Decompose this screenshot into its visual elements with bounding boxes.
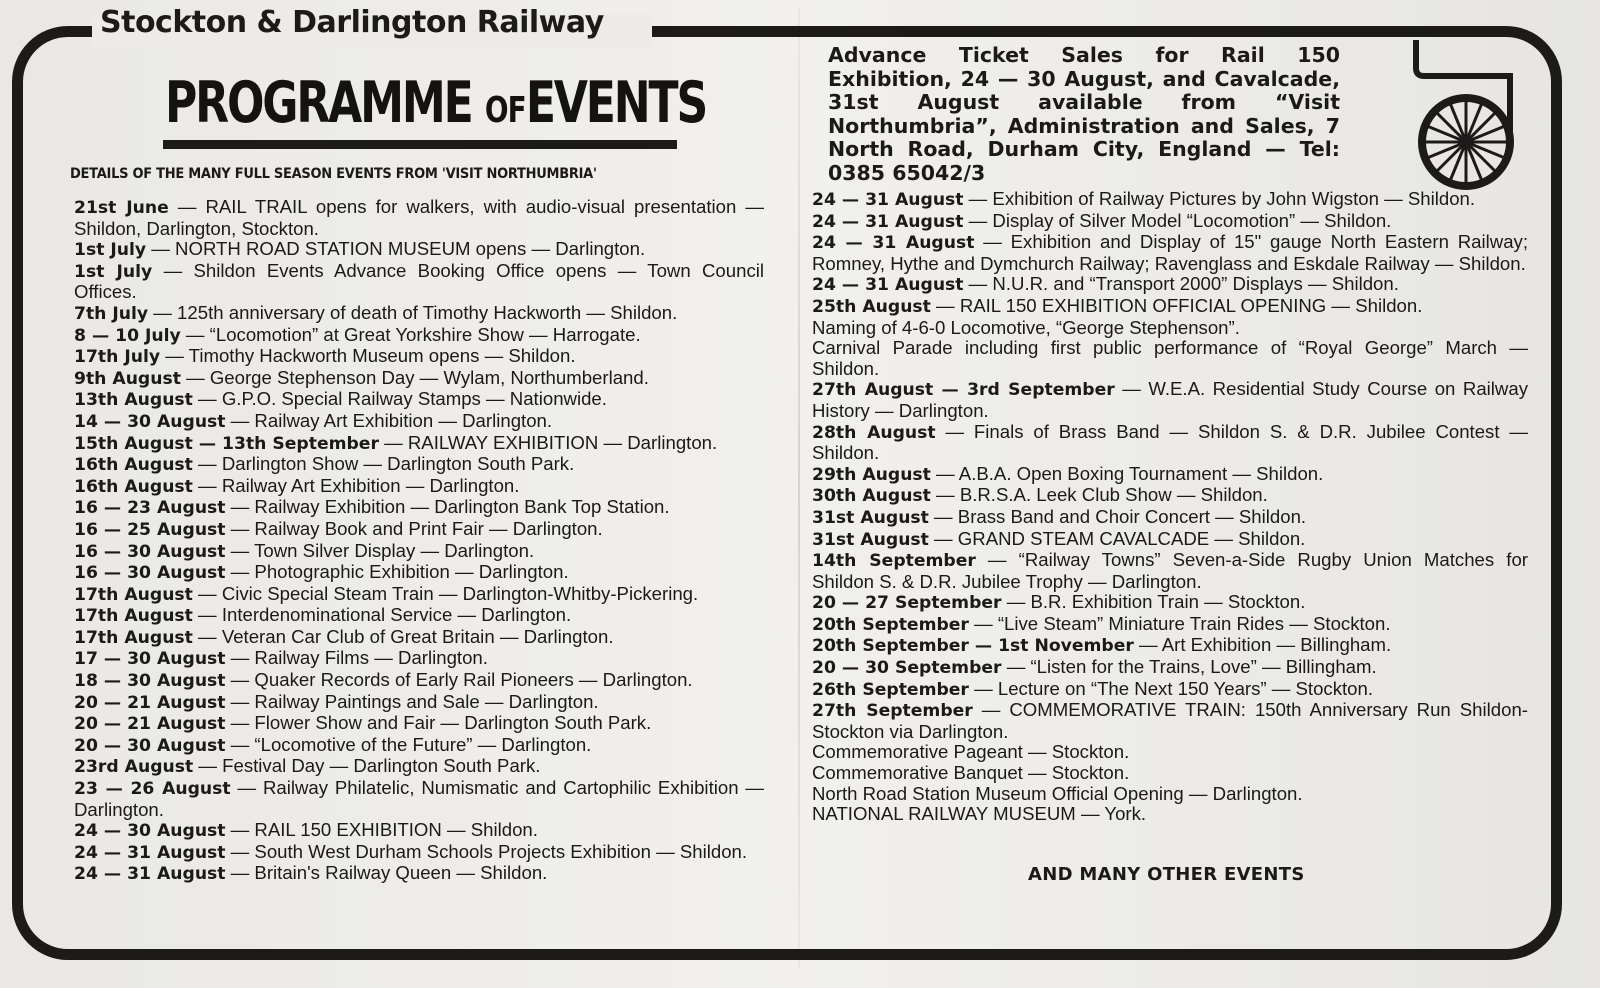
event-entry: [74, 562, 764, 584]
event-entry: [74, 605, 764, 627]
event-text: — Art Exhibition — Billingham.: [1133, 634, 1392, 656]
event-date: 17th July: [74, 347, 161, 368]
event-entry: [74, 648, 764, 670]
event-date: 14th September: [812, 551, 976, 572]
event-date: 17th August: [74, 584, 193, 605]
event-text: — Interdenominational Service — Darlington.: [192, 604, 572, 626]
event-date: 25th August: [812, 296, 931, 317]
event-entry: [74, 519, 764, 541]
event-date: 13th August: [74, 390, 193, 411]
event-date: 23rd August: [74, 757, 194, 778]
event-date: 9th August: [74, 368, 181, 389]
event-text: — A.B.A. Open Boxing Tournament — Shildon.: [930, 462, 1324, 484]
event-text: — “Locomotion” at Great Yorkshire Show — Harrogate.: [180, 323, 641, 345]
event-date: 24 — 31 August: [74, 842, 226, 863]
subtitle: DETAILS OF THE MANY FULL SEASON EVENTS FROM 'VISIT NORTHUMBRIA': [70, 166, 597, 182]
event-entry: [74, 197, 764, 239]
event-date: 8 — 10 July: [74, 325, 181, 346]
event-entry: [812, 679, 1528, 701]
event-date: 21st June: [74, 198, 169, 218]
event-entry: [74, 476, 764, 498]
event-text: — South West Durham Schools Projects Exhibition — Shildon.: [225, 840, 748, 862]
event-text: — Britain's Railway Queen — Shildon.: [225, 862, 548, 884]
event-text: — Railway Paintings and Sale — Darlington.: [225, 690, 599, 712]
event-entry: [812, 635, 1528, 657]
event-date: 27th September: [812, 701, 973, 722]
event-date: 17th August: [74, 606, 193, 627]
event-entry: [812, 318, 1528, 339]
event-date: 16 — 30 August: [74, 541, 226, 562]
event-date: 24 — 31 August: [812, 211, 964, 232]
event-date: 17 — 30 August: [74, 649, 226, 670]
event-text: — Railway Art Exhibition — Darlington.: [192, 474, 520, 496]
left-event-list: [74, 197, 764, 885]
event-entry: [74, 670, 764, 692]
event-text: — Display of Silver Model “Locomotion” — Shildon.: [963, 209, 1392, 231]
event-text: — Flower Show and Fair — Darlington South Park.: [225, 712, 652, 734]
advance-ticket-notice: Advance Ticket Sales for Rail 150 Exhibition, 24 — 30 August, and Cavalcade, 31st August available from “Visit Northumbria”, Administration and Sales, 7 North Road, Durham City, England — Tel: 0385 65042/3: [828, 43, 1340, 185]
event-entry: [74, 756, 764, 778]
event-text: Commemorative Banquet — Stockton.: [812, 762, 1130, 784]
event-text: — Exhibition and Display of 15" gauge North Eastern Railway; Romney, Hythe and Dymchurch Railway; Ravenglass and Eskdale Railway — Shildon.: [812, 231, 1528, 274]
event-entry: [812, 763, 1528, 784]
event-entry: [74, 261, 764, 303]
event-text: — Brass Band and Choir Concert — Shildon.: [928, 505, 1307, 527]
title-word-events: EVENTS: [525, 70, 707, 136]
event-text: — Civic Special Steam Train — Darlington-Whitby-Pickering.: [192, 582, 699, 604]
event-text: NATIONAL RAILWAY MUSEUM — York.: [812, 803, 1147, 825]
event-entry: [812, 804, 1528, 825]
event-entry: [74, 541, 764, 563]
event-text: — Railway Art Exhibition — Darlington.: [225, 409, 553, 431]
event-date: 1st July: [74, 240, 147, 261]
event-date: 24 — 31 August: [812, 275, 964, 296]
event-date: 24 — 31 August: [812, 233, 975, 254]
event-date: 29th August: [812, 464, 931, 485]
event-text: — COMMEMORATIVE TRAIN: 150th Anniversary Run Shildon-Stockton via Darlington.: [812, 699, 1528, 742]
event-date: 24 — 31 August: [812, 190, 964, 210]
event-date: 7th July: [74, 303, 149, 324]
event-entry: [812, 742, 1528, 763]
event-date: 27th August — 3rd September: [812, 380, 1115, 401]
event-date: 16th August: [74, 455, 193, 476]
right-event-list: [812, 189, 1528, 825]
event-date: 20 — 30 August: [74, 735, 226, 756]
event-entry: [74, 863, 764, 885]
event-text: — Lecture on “The Next 150 Years” — Stockton.: [968, 677, 1374, 699]
event-entry: [812, 211, 1528, 233]
event-text: — G.P.O. Special Railway Stamps — Nationwide.: [192, 388, 607, 410]
event-text: Carnival Parade including first public performance of “Royal George” March — Shildon.: [812, 337, 1528, 379]
event-date: 28th August: [812, 422, 936, 443]
event-entry: [74, 303, 764, 325]
event-entry: [812, 379, 1528, 421]
event-text: — B.R.S.A. Leek Club Show — Shildon.: [930, 484, 1268, 506]
event-text: — 125th anniversary of death of Timothy Hackworth — Shildon.: [148, 301, 678, 323]
event-text: — Finals of Brass Band — Shildon S. & D.R. Jubilee Contest — Shildon.: [812, 420, 1528, 464]
event-date: 14 — 30 August: [74, 411, 226, 432]
event-entry: [812, 529, 1528, 551]
event-entry: [812, 592, 1528, 614]
event-text: — Festival Day — Darlington South Park.: [193, 755, 541, 777]
event-text: — Railway Philatelic, Numismatic and Cartophilic Exhibition — Darlington.: [74, 777, 765, 820]
event-text: — RAIL 150 EXHIBITION — Shildon.: [225, 819, 538, 841]
event-entry: [812, 464, 1528, 486]
event-entry: [812, 784, 1528, 805]
event-text: — W.E.A. Residential Study Course on Railway History — Darlington.: [812, 378, 1528, 421]
event-text: — GRAND STEAM CAVALCADE — Shildon.: [928, 527, 1306, 549]
event-entry: [74, 497, 764, 519]
event-date: 26th September: [812, 679, 969, 700]
event-date: 20 — 21 August: [74, 692, 226, 713]
event-date: 24 — 30 August: [74, 821, 226, 842]
event-date: 23 — 26 August: [74, 779, 231, 800]
event-date: 1st July: [74, 261, 153, 282]
event-text: — Railway Films — Darlington.: [225, 647, 488, 669]
event-entry: [812, 232, 1528, 274]
event-entry: [812, 296, 1528, 318]
event-entry: [812, 422, 1528, 464]
event-date: 20th September: [812, 614, 969, 635]
event-date: 20 — 27 September: [812, 593, 1002, 614]
event-entry: [812, 274, 1528, 296]
event-entry: [812, 614, 1528, 636]
title-underline: [163, 140, 677, 149]
event-text: — Veteran Car Club of Great Britain — Darlington.: [192, 625, 614, 647]
event-text: — Darlington Show — Darlington South Park.: [192, 453, 575, 475]
event-entry: [812, 550, 1528, 592]
event-text: — RAILWAY EXHIBITION — Darlington.: [378, 431, 718, 453]
page-title: [165, 72, 706, 142]
event-text: — “Railway Towns” Seven-a-Side Rugby Union Matches for Shildon S. & D.R. Jubilee Trophy — Darlington.: [812, 549, 1528, 592]
event-entry: [74, 454, 764, 476]
event-text: — “Locomotive of the Future” — Darlington.: [225, 733, 592, 755]
event-text: North Road Station Museum Official Opening — Darlington.: [812, 782, 1303, 804]
event-date: 16 — 23 August: [74, 498, 226, 519]
event-entry: [74, 433, 764, 455]
title-word-of: OF: [484, 90, 526, 131]
event-text: — “Listen for the Trains, Love” — Billingham.: [1001, 656, 1377, 678]
event-entry: [74, 389, 764, 411]
title-word-programme: PROGRAMME: [165, 70, 472, 136]
event-text: — B.R. Exhibition Train — Stockton.: [1001, 591, 1306, 613]
railway-wheel-icon: [1398, 38, 1528, 190]
footer-note: AND MANY OTHER EVENTS: [1028, 864, 1305, 885]
event-date: 16th August: [74, 476, 193, 497]
event-date: 24 — 31 August: [74, 864, 226, 885]
event-entry: [74, 842, 764, 864]
event-entry: [812, 338, 1528, 379]
event-date: 16 — 25 August: [74, 519, 226, 540]
event-entry: [74, 239, 764, 261]
event-entry: [74, 820, 764, 842]
event-date: 30th August: [812, 486, 931, 507]
event-text: — “Live Steam” Miniature Train Rides — Stockton.: [968, 612, 1391, 634]
event-entry: [74, 411, 764, 433]
event-text: — Photographic Exhibition — Darlington.: [225, 561, 569, 583]
event-entry: [812, 507, 1528, 529]
event-entry: [74, 778, 764, 820]
event-entry: [812, 485, 1528, 507]
event-entry: [74, 713, 764, 735]
event-text: — Timothy Hackworth Museum opens — Shildon.: [160, 345, 576, 367]
event-text: Naming of 4-6-0 Locomotive, “George Stephenson”.: [812, 316, 1240, 338]
event-entry: [812, 700, 1528, 742]
event-text: — RAIL TRAIL opens for walkers, with audio-visual presentation — Shildon, Darlington, Stockton.: [74, 196, 764, 239]
event-date: 20 — 21 August: [74, 714, 226, 735]
event-date: 18 — 30 August: [74, 671, 226, 692]
event-text: — Exhibition of Railway Pictures by John Wigston — Shildon.: [963, 188, 1476, 209]
event-entry: [74, 368, 764, 390]
event-entry: [74, 735, 764, 757]
event-text: — George Stephenson Day — Wylam, Northumberland.: [180, 366, 649, 388]
event-text: — N.U.R. and “Transport 2000” Displays — Shildon.: [963, 273, 1399, 295]
event-entry: [812, 189, 1528, 211]
event-text: — RAIL 150 EXHIBITION OFFICIAL OPENING — Shildon.: [930, 294, 1423, 316]
event-text: — Shildon Events Advance Booking Office opens — Town Council Offices.: [74, 259, 764, 303]
event-text: — NORTH ROAD STATION MUSEUM opens — Darlington.: [146, 238, 646, 260]
event-entry: [812, 657, 1528, 679]
event-date: 17th August: [74, 627, 193, 648]
event-date: 20th September — 1st November: [812, 636, 1134, 657]
event-text: — Railway Exhibition — Darlington Bank Top Station.: [225, 496, 670, 518]
event-date: 15th August — 13th September: [74, 433, 379, 454]
event-text: — Railway Book and Print Fair — Darlington.: [225, 517, 603, 539]
event-date: 20 — 30 September: [812, 658, 1002, 679]
event-date: 16 — 30 August: [74, 563, 226, 584]
event-entry: [74, 325, 764, 347]
event-text: Commemorative Pageant — Stockton.: [812, 741, 1130, 763]
event-date: 31st August: [812, 529, 929, 550]
event-entry: [74, 346, 764, 368]
railway-name: Stockton & Darlington Railway: [100, 5, 604, 40]
event-entry: [74, 692, 764, 714]
event-date: 31st August: [812, 507, 929, 528]
event-entry: [74, 627, 764, 649]
event-text: — Quaker Records of Early Rail Pioneers — Darlington.: [225, 669, 693, 691]
event-entry: [74, 584, 764, 606]
event-text: — Town Silver Display — Darlington.: [225, 539, 535, 561]
